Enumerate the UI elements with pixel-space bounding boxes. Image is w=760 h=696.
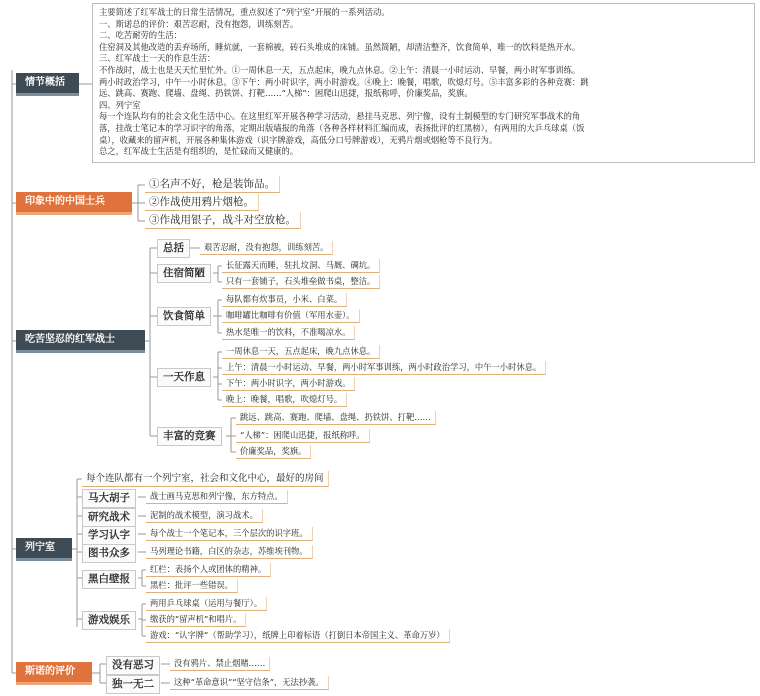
hardship-leaf: 跳远、跳高、赛跑、爬墙、盘绳、扔铁饼、打靶…… [236,411,436,425]
lenin-leaf: 红栏：表扬个人或团体的精神。 [146,563,271,577]
root-lenin-room: 列宁室 [16,538,72,561]
root-impression: 印象中的中国士兵 [16,192,132,215]
root-plot: 情节概括 [16,73,79,96]
hardship-leaf: 只有一套铺子，石头堆垒做书桌，整洁。 [222,275,380,289]
summary-line: 远、跳高、赛跑、爬墙、盘绳、扔铁饼、打靶……“人梯”：困爬山迅捷，报纸称呼，价廉奖品，奖旗。 [99,88,473,99]
branch-books: 图书众多 [82,544,136,563]
plot-summary-box [92,3,755,163]
branch-tactics: 研究战术 [82,508,136,527]
branch-housing: 住宿简陋 [157,264,211,283]
hardship-leaf: 长征露天而睡，驻扎坟洞、马厩、碉坑。 [222,259,380,273]
impression-item: ③作战用银子，战斗对空放枪。 [145,212,301,229]
branch-contest: 丰富的竞赛 [157,427,222,446]
summary-line: 落，挂战士笔记本的学习识字的角落，定期出版墙报的角落（各种各样材料汇编而成，表扬批评的红黑榜），有两用的大乒乓球桌（饭 [99,122,585,133]
lenin-leaf: 泥制的战术模型，演习战术。 [146,509,263,523]
hardship-leaf: 热水是唯一的饮料，不准喝凉水。 [222,326,355,340]
branch-unique: 独一无二 [106,675,160,694]
hardship-leaf: 晚上：晚餐，唱歌，吹熄灯号。 [222,393,347,407]
lenin-leaf: 游戏：“认字牌”（帮助学习），纸牌上印着标语（打倒日本帝国主义、革命万岁） [146,629,450,643]
root-snow-evaluation: 斯诺的评价 [16,662,92,685]
hardship-leaf: 每队都有炊事员，小米、白菜。 [222,293,347,307]
lenin-intro: 每个连队都有一个列宁室，社会和文化中心，最好的房间 [82,471,329,487]
branch-literacy: 学习认字 [82,526,136,545]
summary-line: 四、列宁室 [99,99,141,110]
lenin-leaf: 黑栏：批评一些错误。 [146,579,238,593]
branch-summary: 总括 [157,239,190,258]
branch-no-vice: 没有恶习 [106,656,160,675]
hardship-leaf: “人梯”：困爬山迅捷，报纸称呼。 [236,429,370,443]
root-hardship: 吃苦坚忍的红军战士 [16,330,145,353]
summary-line: 主要简述了红军战士的日常生活情况，重点叙述了“列宁室”开展的一系列活动。 [99,7,390,17]
lenin-leaf: 缴获的“留声机”和唱片。 [146,613,246,627]
lenin-leaf: 战士画马克思和列宁像，东方特点。 [146,490,288,504]
hardship-leaf: 咖啡罐比咖啡有价值（军用水壶）。 [222,309,360,323]
summary-line: 两小时政治学习，中午一小时休息。③下午：两小时识字，两小时游戏。④晚上：晚餐，唱歌，吹熄灯号。⑤丰富多彩的各种竞赛：跳 [99,76,589,87]
branch-food: 饮食简单 [157,307,211,326]
lenin-leaf: 两用乒乓球桌（运用与餐厅）。 [146,597,267,611]
summary-line: 每一个连队均有的社会文化生活中心。在这里红军开展各种学习活动，悬挂马克思、列宁像，设有土制模型的专门研究军事战术的角 [99,111,581,122]
snow-leaf: 没有鸦片、禁止烟赌…… [170,657,270,671]
impression-item: ①名声不好，枪是装饰品。 [145,176,280,193]
summary-line: 总之，红军战士生活是有组织的，是忙碌而又健康的。 [99,146,299,157]
lenin-leaf: 每个战士一个笔记本，三个层次的识字班。 [146,527,313,541]
branch-board: 黑白壁报 [82,570,136,589]
summary-line: 不作战时，战士也是天天忙里忙外。①一周休息一天，五点起床，晚九点休息。②上午：清晨一小时运动、早餐，两小时军事训练。 [99,64,581,75]
hardship-leaf: 下午：两小时识字，两小时游戏。 [222,377,355,391]
branch-day: 一天作息 [157,368,211,387]
summary-line: 住窑洞及其他改造的丢弃场所，睡炕就，一套棉被，砖石头堆成的床铺。虽然简陋，却清洁整齐，饮食简单，唯一的饮料是热开水。 [99,41,581,52]
summary-line: 桌），收藏来的留声机，开展各种集体游戏（识字牌游戏，高低分口号牌游戏），无鸦片烟或烟枪等不良行为。 [99,134,498,145]
summary-line: 二、吃苦耐劳的生活： [99,30,182,41]
branch-games: 游戏娱乐 [82,611,136,630]
summary-line: 一、斯诺总的评价：艰苦忍耐，没有抱怨，训练刻苦。 [99,18,299,29]
hardship-leaf: 艰苦忍耐，没有抱怨，训练刻苦。 [200,241,333,255]
summary-line: 三、红军战士一天的作息生活： [99,53,216,64]
hardship-leaf: 价廉奖品，奖旗。 [236,445,311,459]
branch-portrait: 马大胡子 [82,489,136,508]
impression-item: ②作战使用鸦片烟枪。 [145,194,259,211]
hardship-leaf: 一周休息一天，五点起床，晚九点休息。 [222,345,380,359]
snow-leaf: 这种“革命意识”“坚守信条”，无法抄袭。 [170,676,329,690]
hardship-leaf: 上午：清晨一小时运动、早餐，两小时军事训练，两小时政治学习，中午一小时休息。 [222,361,546,375]
lenin-leaf: 马列理论书籍，白区的杂志，苏维埃刊物。 [146,545,313,559]
